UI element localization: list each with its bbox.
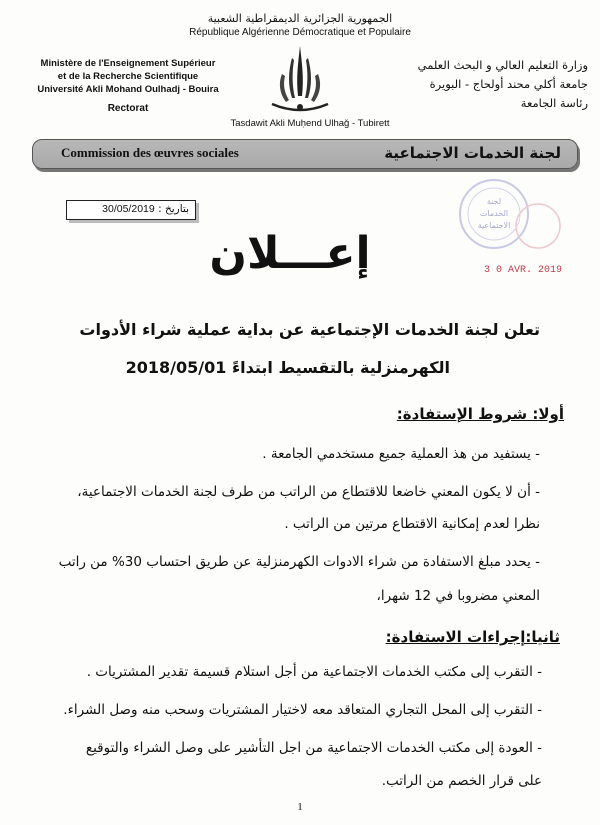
institution-block-french bbox=[28, 57, 228, 115]
ministry-line-1: Ministère de l'Enseignement Supérieur bbox=[40, 58, 216, 69]
section2-line-3: - العودة إلى مكتب الخدمات الاجتماعية من اجل التأشير على وصل الشراء والتوقيع bbox=[85, 740, 542, 756]
section2-line-2: - التقرب إلى المحل التجاري المتعاقد معه لاختيار المشتريات وسحب منه وصل الشراء. bbox=[63, 702, 542, 718]
ministry-line-ar: وزارة التعليم العالي و البحث العلمي bbox=[417, 58, 588, 72]
republic-name-arabic: الجمهورية الجزائرية الديمقراطية الشعبية bbox=[207, 12, 393, 25]
section2-line-4: على قرار الخصم من الراتب. bbox=[381, 773, 542, 789]
page-number: 1 bbox=[297, 801, 303, 813]
section1-line-3: نظرا لعدم إمكانية الاقتطاع مرتين من الراتب . bbox=[284, 516, 540, 532]
date-label: بتاريخ : bbox=[158, 203, 189, 215]
section1-line-1: - يستفيد من هذ العملية جميع مستخدمي الجامعة . bbox=[262, 446, 540, 462]
stamp-line-1: لجنة bbox=[486, 197, 502, 206]
ministry-line-2: et de la Recherche Scientifique bbox=[57, 71, 199, 82]
university-line: Université Akli Mohand Oulhadj - Bouira bbox=[37, 84, 219, 95]
stamp-received-date: 3 0 AVR. 2019 bbox=[483, 265, 562, 276]
rectorat-label: Rectorat bbox=[107, 103, 149, 114]
logo-caption: Tasdawit Akli Muḥend Ulhaǧ - Tubirett bbox=[230, 118, 390, 129]
date-box bbox=[66, 200, 196, 220]
intro-line-1: تعلن لجنة الخدمات الإجتماعية عن بداية عملية شراء الأدوات bbox=[79, 320, 540, 339]
republic-name-french: République Algérienne Démocratique et Populaire bbox=[189, 27, 411, 38]
official-stamp bbox=[452, 176, 564, 276]
date-value: 30/05/2019 bbox=[102, 203, 155, 215]
commission-banner bbox=[32, 139, 578, 169]
institution-block-arabic bbox=[398, 56, 588, 113]
stamp-line-3: الاجتماعية bbox=[477, 221, 511, 230]
section1-line-2: - أن لا يكون المعني خاضعا للاقتطاع من الراتب من طرف لجنة الخدمات الاجتماعية، bbox=[77, 484, 540, 500]
announcement-title: إعـــلان bbox=[209, 228, 371, 279]
university-line-ar: جامعة أكلي محند أولحاج - البويرة bbox=[429, 77, 588, 91]
section1-heading: أولا: شروط الإستفادة: bbox=[396, 405, 564, 423]
section1-line-4: - يحدد مبلغ الاستفادة من شراء الادوات الكهرمنزلية عن طريق احتساب 30% من راتب bbox=[58, 554, 540, 570]
stamp-line-2: الخدمات bbox=[479, 209, 509, 218]
commission-name-french: Commission des œuvres sociales bbox=[61, 145, 239, 160]
section1-line-5: المعني مضروبا في 12 شهرا، bbox=[376, 588, 540, 604]
section2-line-1: - التقرب إلى مكتب الخدمات الاجتماعية من أجل استلام قسيمة تقدير المشتريات . bbox=[86, 664, 542, 680]
commission-name-arabic: لجنة الخدمات الاجتماعية bbox=[384, 144, 561, 162]
section2-heading: ثانيا:إجراءات الاستفادة: bbox=[385, 628, 560, 646]
rectorat-line-ar: رئاسة الجامعة bbox=[520, 96, 588, 110]
university-logo-icon bbox=[262, 44, 338, 114]
intro-line-2: الكهرمنزلية بالتقسيط ابتداءً 2018/05/01 bbox=[125, 358, 450, 377]
